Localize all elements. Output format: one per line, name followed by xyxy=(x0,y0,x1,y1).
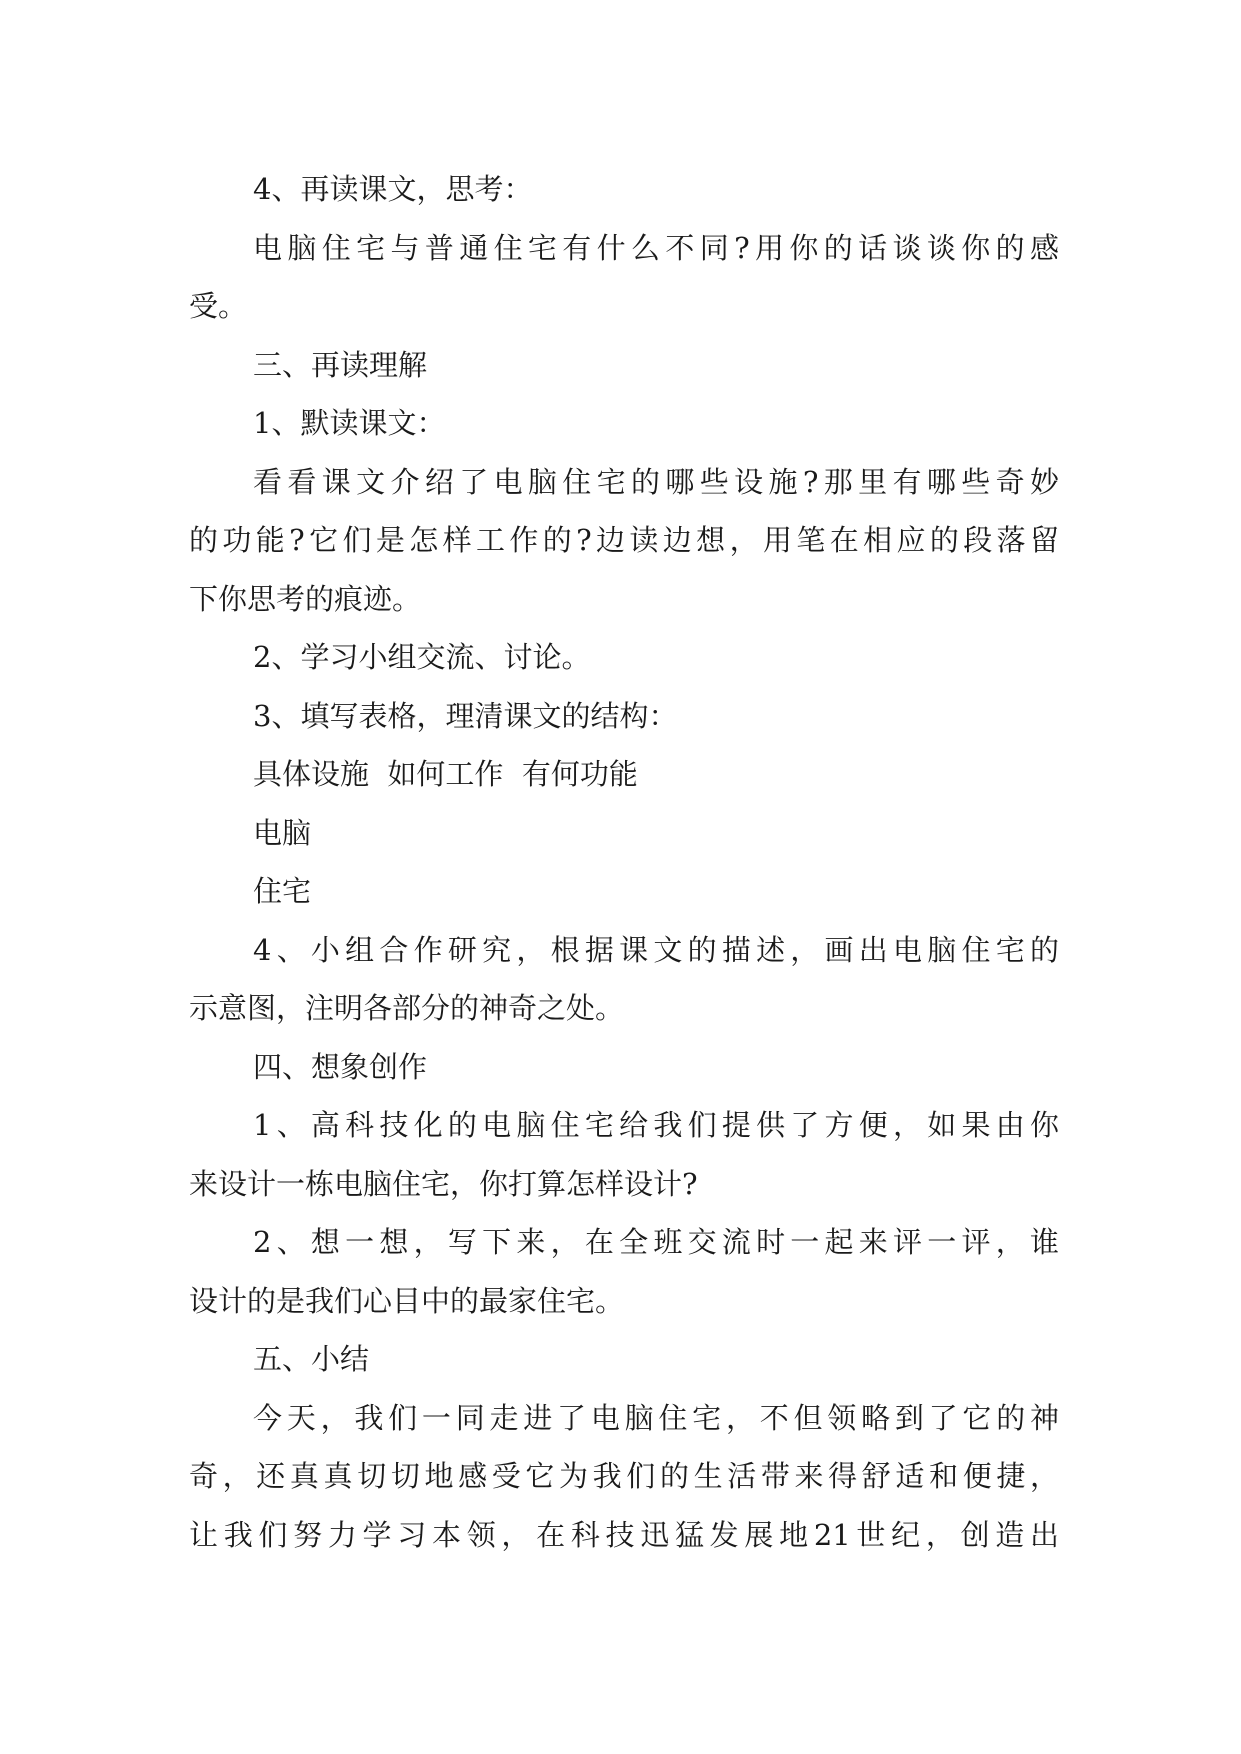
text-line: 4、再读课文，思考： xyxy=(253,172,533,206)
text-line: 来设计一栋电脑住宅，你打算怎样设计? xyxy=(189,1166,698,1201)
section-heading: 三、再读理解 xyxy=(253,347,428,382)
text-line: 1、默读课文： xyxy=(253,406,446,440)
table-header-line: 具体设施 如何工作 有何功能 xyxy=(253,757,638,791)
section-heading: 四、想象创作 xyxy=(253,1049,428,1084)
text-line: 电脑 xyxy=(253,815,312,850)
section-heading: 五、小结 xyxy=(253,1342,370,1376)
text-line: 看看课文介绍了电脑住宅的哪些设施?那里有哪些奇妙 xyxy=(253,464,1059,499)
text-line: 住宅 xyxy=(253,874,312,908)
text-line: 4、小组合作研究，根据课文的描述，画出电脑住宅的 xyxy=(253,932,1059,967)
text-line: 的功能?它们是怎样工作的?边读边想，用笔在相应的段落留 xyxy=(189,523,1059,557)
text-line: 受。 xyxy=(189,289,248,323)
text-line: 示意图，注明各部分的神奇之处。 xyxy=(189,991,625,1025)
text-line: 让我们努力学习本领，在科技迅猛发展地21世纪，创造出 xyxy=(189,1517,1059,1552)
text-line: 奇，还真真切切地感受它为我们的生活带来得舒适和便捷， xyxy=(189,1459,1059,1493)
text-line: 1、高科技化的电脑住宅给我们提供了方便，如果由你 xyxy=(253,1108,1059,1142)
document-body xyxy=(189,160,1059,1564)
text-line: 设计的是我们心目中的最家住宅。 xyxy=(189,1283,625,1318)
text-line: 下你思考的痕迹。 xyxy=(189,581,422,616)
text-line: 2、想一想，写下来，在全班交流时一起来评一评，谁 xyxy=(253,1225,1059,1259)
text-line: 2、学习小组交流、讨论。 xyxy=(253,640,591,674)
text-line: 电脑住宅与普通住宅有什么不同?用你的话谈谈你的感 xyxy=(253,230,1059,265)
text-line: 3、填写表格，理清课文的结构： xyxy=(253,698,678,733)
text-line: 今天，我们一同走进了电脑住宅，不但领略到了它的神 xyxy=(253,1400,1059,1435)
